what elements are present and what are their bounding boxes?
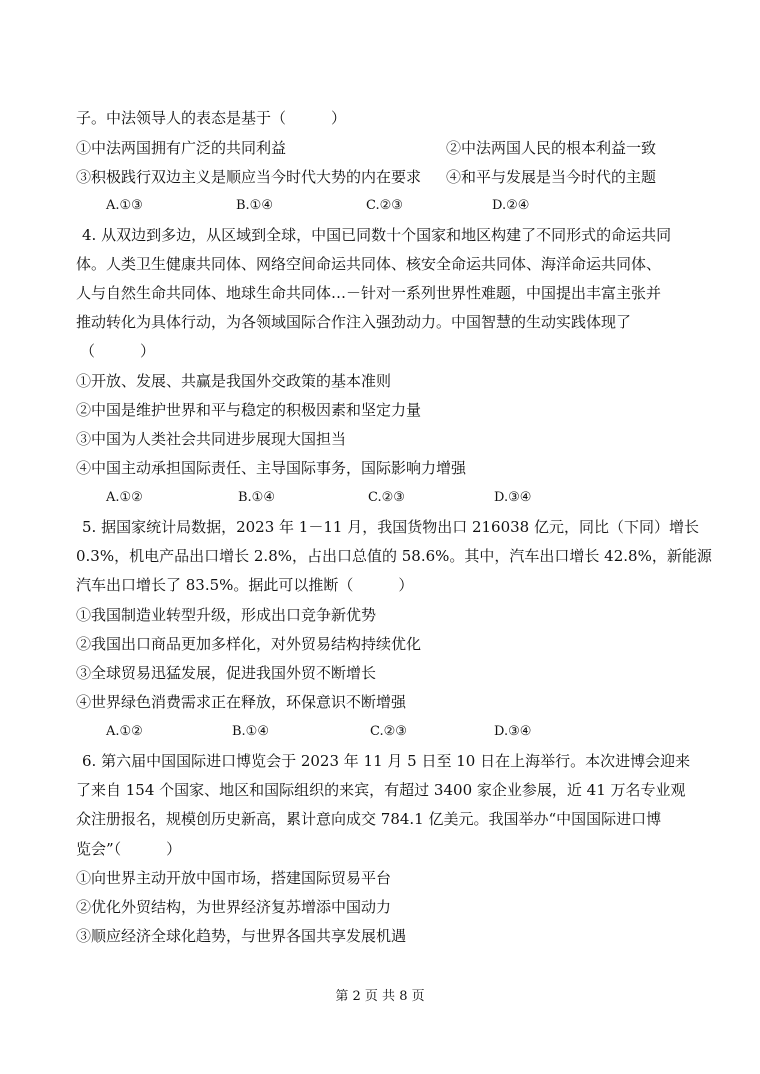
q4-statement-3: ③中国为人类社会共同进步展现大国担当 [76, 430, 347, 448]
q5-stem-line-1: 5. 据国家统计局数据，2023 年 1－11 月，我国货物出口 216038 亿元，同比（下同）增长 [82, 518, 699, 536]
q5-statement-1: ①我国制造业转型升级，形成出口竞争新优势 [76, 606, 377, 624]
q4-option-a: A.①② [106, 490, 143, 505]
q5-statement-3: ③全球贸易迅猛发展，促进我国外贸不断增长 [76, 664, 377, 682]
q4-answer-blank: （ ） [80, 342, 156, 360]
q5-statement-2: ②我国出口商品更加多样化，对外贸易结构持续优化 [76, 635, 422, 653]
q3-option-c: C.②③ [366, 198, 403, 213]
q6-statement-3: ③顺应经济全球化趋势，与世界各国共享发展机遇 [76, 927, 407, 945]
q4-stem-line-2: 体。人类卫生健康共同体、网络空间命运共同体、核安全命运共同体、海洋命运共同体、 [76, 255, 662, 273]
q3-statement-1: ①中法两国拥有广泛的共同利益 [76, 139, 287, 157]
q3-option-b: B.①④ [236, 198, 273, 213]
q3-stem-tail: 子。中法领导人的表态是基于（ ） [76, 109, 347, 127]
q4-option-d: D.③④ [494, 490, 532, 505]
q3-option-d: D.②④ [492, 198, 530, 213]
q5-option-c: C.②③ [370, 724, 407, 739]
q6-stem-line-4: 览会”（ ） [76, 840, 182, 858]
q5-option-b: B.①④ [232, 724, 269, 739]
q3-statement-4: ④和平与发展是当今时代的主题 [446, 168, 657, 186]
q5-option-d: D.③④ [494, 724, 532, 739]
q4-option-c: C.②③ [368, 490, 405, 505]
q3-option-a: A.①③ [106, 198, 143, 213]
q5-option-a: A.①② [106, 724, 143, 739]
q4-option-b: B.①④ [238, 490, 275, 505]
q3-statement-3: ③积极践行双边主义是顺应当今时代大势的内在要求 [76, 168, 422, 186]
q5-stem-line-2: 0.3%，机电产品出口增长 2.8%，占出口总值的 58.6%。其中，汽车出口增长 42.8%，新能源 [76, 547, 712, 565]
q4-stem-line-4: 推动转化为具体行动，为各领域国际合作注入强劲动力。中国智慧的生动实践体现了 [76, 313, 632, 331]
q4-stem-line-3: 人与自然生命共同体、地球生命共同体…－针对一系列世界性难题，中国提出丰富主张并 [76, 284, 662, 302]
q4-statement-1: ①开放、发展、共赢是我国外交政策的基本准则 [76, 372, 392, 390]
q6-statement-2: ②优化外贸结构，为世界经济复苏增添中国动力 [76, 898, 392, 916]
q6-stem-line-1: 6. 第六届中国国际进口博览会于 2023 年 11 月 5 日至 10 日在上海举行。本次进博会迎来 [82, 752, 691, 770]
q3-statement-2: ②中法两国人民的根本利益一致 [446, 139, 657, 157]
q4-stem-line-1: 4. 从双边到多边，从区域到全球，中国已同数十个国家和地区构建了不同形式的命运共同 [82, 226, 672, 244]
q5-stem-line-3: 汽车出口增长了 83.5%。据此可以推断（ ） [76, 576, 414, 594]
q6-statement-1: ①向世界主动开放中国市场，搭建国际贸易平台 [76, 869, 392, 887]
q4-statement-2: ②中国是维护世界和平与稳定的积极因素和坚定力量 [76, 401, 422, 419]
q5-statement-4: ④世界绿色消费需求正在释放，环保意识不断增强 [76, 693, 407, 711]
q6-stem-line-3: 众注册报名，规模创历史新高，累计意向成交 784.1 亿美元。我国举办“中国国际进口博 [76, 810, 662, 828]
page-number-footer: 第 2 页 共 8 页 [335, 989, 425, 1004]
q4-statement-4: ④中国主动承担国际责任、主导国际事务，国际影响力增强 [76, 459, 467, 477]
q6-stem-line-2: 了来自 154 个国家、地区和国际组织的来宾，有超过 3400 家企业参展，近 41 万名专业观 [76, 781, 686, 799]
